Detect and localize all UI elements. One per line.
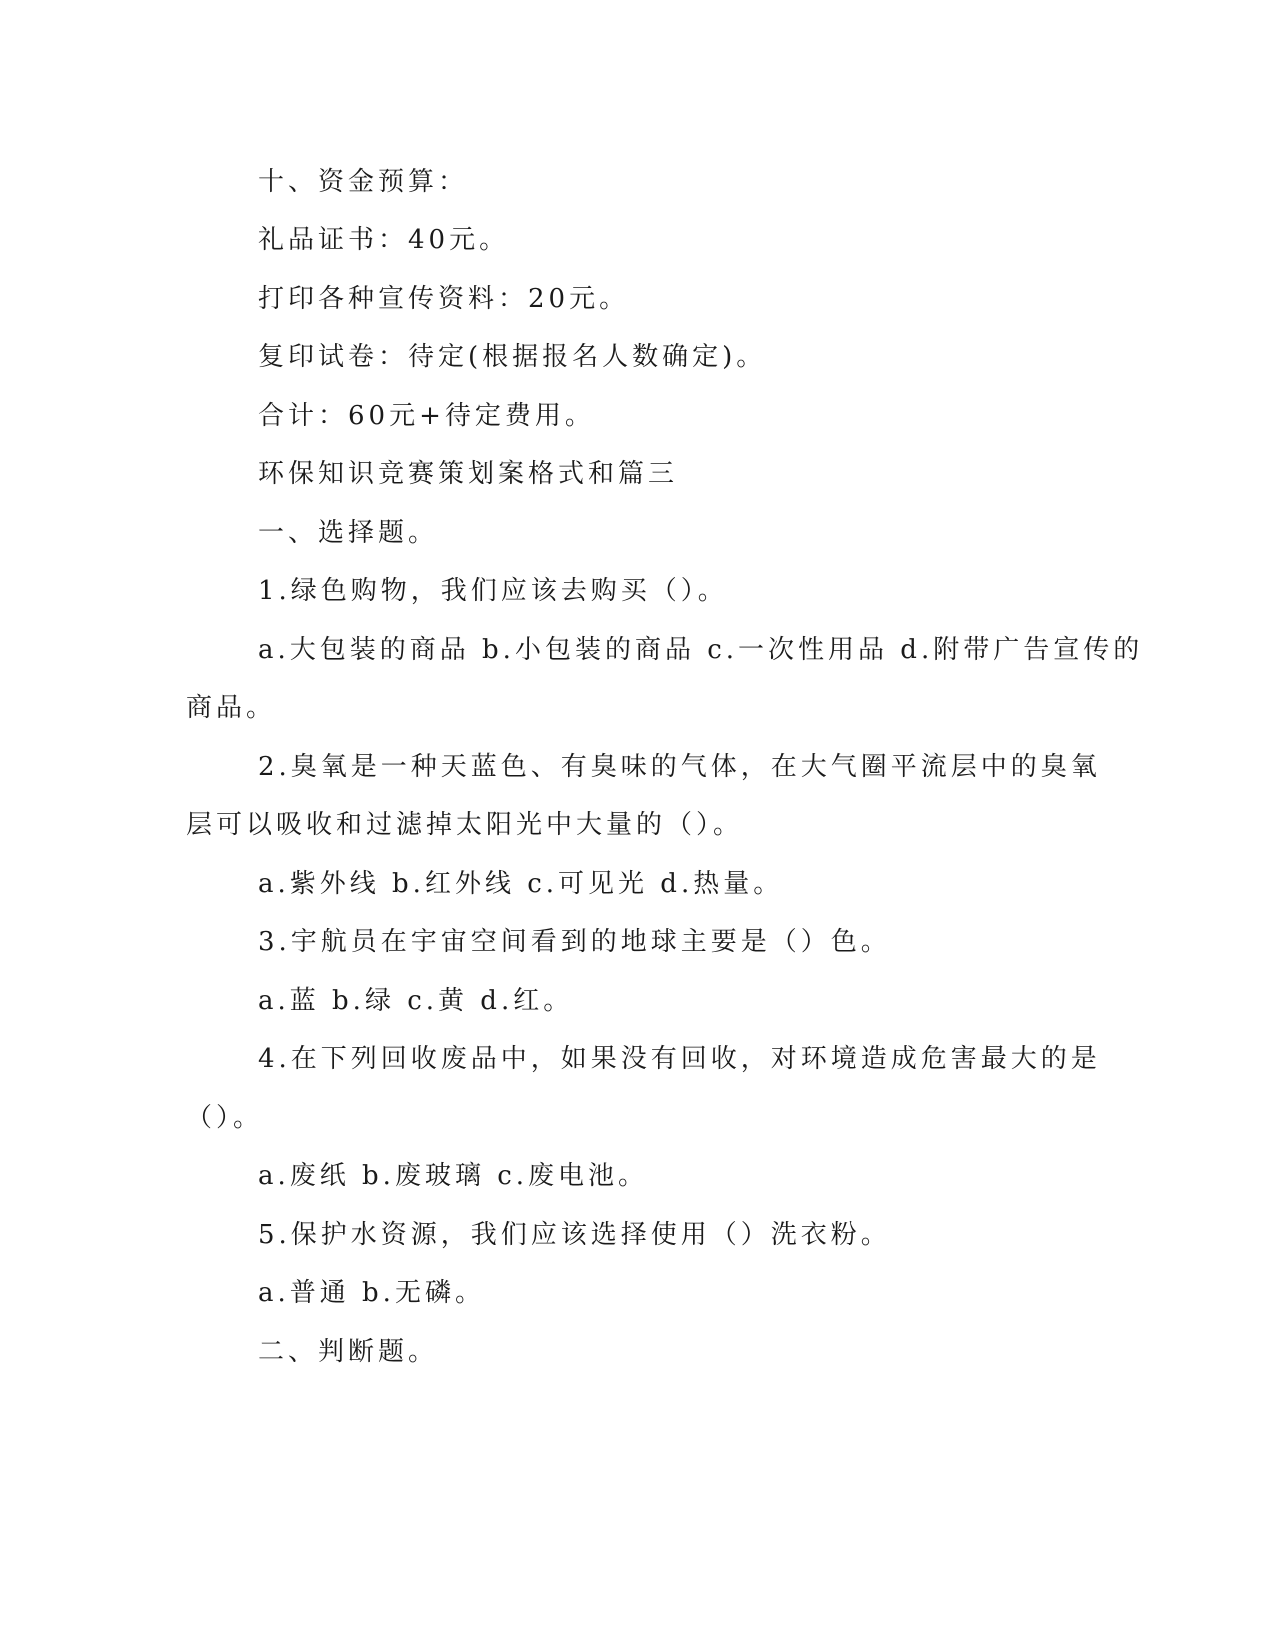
- budget-item-printing: 打印各种宣传资料：20元。: [258, 284, 630, 314]
- question-4-continued: （）。: [186, 1103, 264, 1133]
- budget-total: 合计：60元+待定费用。: [258, 401, 595, 431]
- question-4-options: a.废纸 b.废玻璃 c.废电池。: [258, 1161, 649, 1191]
- question-4: 4.在下列回收废品中，如果没有回收，对环境造成危害最大的是: [258, 1044, 1101, 1074]
- question-5: 5.保护水资源，我们应该选择使用（）洗衣粉。: [258, 1220, 891, 1250]
- budget-item-certificates: 礼品证书：40元。: [258, 225, 510, 255]
- question-2-continued: 层可以吸收和过滤掉太阳光中大量的（）。: [186, 810, 744, 840]
- question-3-options: a.蓝 b.绿 c.黄 d.红。: [258, 986, 574, 1016]
- question-1: 1.绿色购物，我们应该去购买（）。: [258, 576, 728, 606]
- question-5-options: a.普通 b.无磷。: [258, 1278, 485, 1308]
- section-heading-true-false: 二、判断题。: [258, 1337, 439, 1367]
- question-3: 3.宇航员在宇宙空间看到的地球主要是（）色。: [258, 927, 891, 957]
- question-2: 2.臭氧是一种天蓝色、有臭味的气体，在大气圈平流层中的臭氧: [258, 752, 1101, 782]
- question-1-options: a.大包装的商品 b.小包装的商品 c.一次性用品 d.附带广告宣传的: [258, 635, 1144, 665]
- article-title: 环保知识竞赛策划案格式和篇三: [258, 459, 679, 489]
- section-heading-choice: 一、选择题。: [258, 518, 439, 548]
- section-heading-budget: 十、资金预算：: [258, 167, 469, 197]
- question-1-options-continued: 商品。: [186, 693, 277, 723]
- question-2-options: a.紫外线 b.红外线 c.可见光 d.热量。: [258, 869, 784, 899]
- budget-item-copying: 复印试卷：待定(根据报名人数确定)。: [258, 342, 767, 372]
